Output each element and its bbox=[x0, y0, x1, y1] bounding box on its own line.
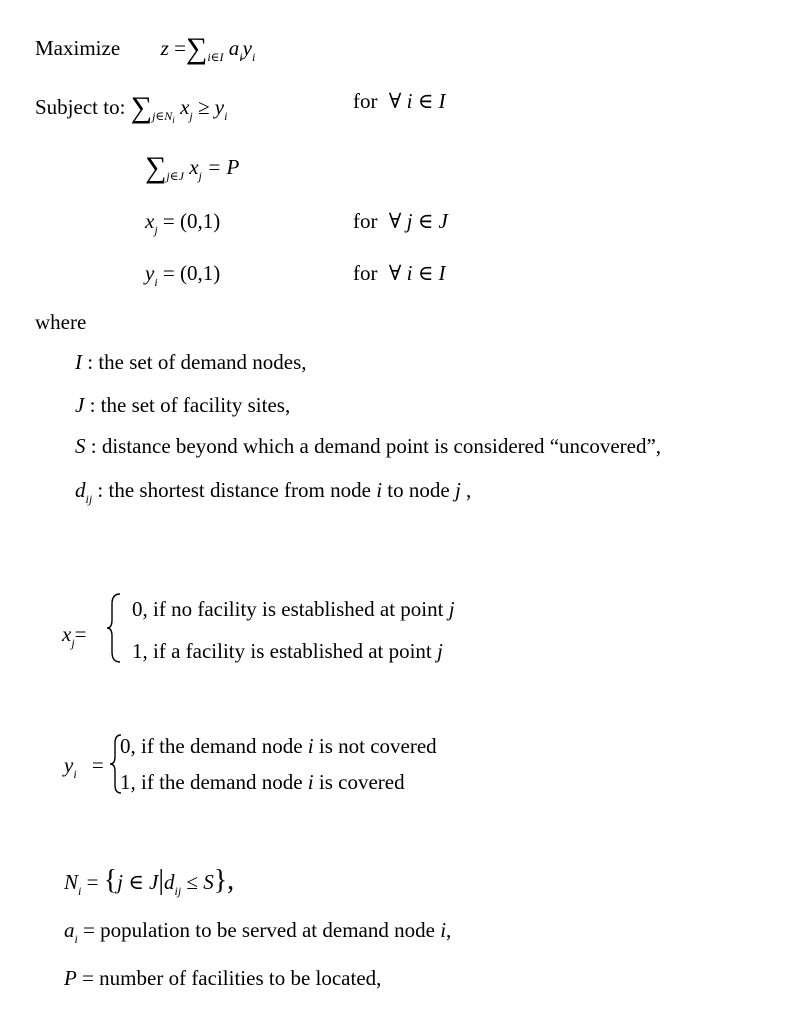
def-d-text-a: : the shortest distance from node bbox=[92, 478, 377, 502]
where-label: where bbox=[35, 310, 87, 334]
c1-index: j∈N bbox=[152, 109, 173, 123]
ydef-case-1-end: is covered bbox=[313, 770, 405, 794]
ydef-y: y bbox=[64, 753, 74, 777]
def-J-symbol: J bbox=[75, 393, 85, 417]
constraint-3 bbox=[145, 209, 221, 237]
c2-sigma: ∑ bbox=[145, 151, 167, 184]
c1-quantifier bbox=[353, 91, 446, 112]
def-d-text-b: to node bbox=[382, 478, 455, 502]
c3-x-sub: j bbox=[154, 223, 158, 237]
ydef-case-1 bbox=[120, 772, 405, 793]
def-S-text: : distance beyond which a demand point is considered “uncovered”, bbox=[85, 434, 662, 458]
c1-index-sub: i bbox=[172, 115, 175, 125]
c3-relation: = (0,1) bbox=[162, 209, 221, 233]
constraint-1 bbox=[35, 90, 228, 125]
c1-for: for bbox=[353, 89, 378, 113]
ydef-eq: = bbox=[91, 753, 104, 777]
ai-a: a bbox=[64, 918, 75, 942]
def-J-text: : the set of facility sites, bbox=[84, 393, 291, 417]
c1-x: x bbox=[180, 95, 190, 119]
xdef-case-1 bbox=[132, 641, 443, 662]
ni-d: d bbox=[163, 870, 175, 894]
constraint-4 bbox=[145, 261, 221, 289]
ydef-case-0 bbox=[120, 736, 437, 757]
xdef-brace bbox=[106, 592, 124, 664]
c4-relation: = (0,1) bbox=[162, 261, 221, 285]
ai-end: , bbox=[446, 918, 452, 942]
xdef-eq: = bbox=[74, 622, 87, 646]
objective-y-sub: i bbox=[251, 50, 256, 64]
def-I-text: : the set of demand nodes, bbox=[82, 350, 307, 374]
ni-S: S bbox=[203, 870, 214, 894]
c4-y: y bbox=[145, 261, 155, 285]
ni-eq: = bbox=[86, 870, 99, 894]
objective-y: y bbox=[242, 36, 252, 60]
xdef-case-1-text: 1, if a facility is established at point bbox=[132, 639, 438, 663]
constraint-2 bbox=[145, 150, 240, 184]
xdef-case-1-var: j bbox=[437, 639, 443, 663]
ni-d-sub: ij bbox=[174, 884, 182, 898]
ni-j: j bbox=[117, 870, 123, 894]
ydef-case-0-var: i bbox=[307, 734, 314, 758]
ni-N-sub: i bbox=[78, 884, 82, 898]
c2-x-sub: j bbox=[198, 169, 202, 183]
ydef-case-1-var: i bbox=[307, 770, 314, 794]
ni-bar: | bbox=[158, 865, 164, 896]
xdef-lhs bbox=[62, 622, 87, 650]
c1-x-sub: j bbox=[189, 109, 193, 123]
ni-in: ∈ bbox=[123, 870, 150, 894]
p-symbol: P bbox=[64, 966, 77, 990]
maximize-label: Maximize bbox=[35, 36, 121, 60]
ni-definition bbox=[64, 865, 235, 898]
def-I-symbol: I bbox=[75, 350, 82, 374]
ni-close-brace: }, bbox=[213, 865, 235, 896]
ydef-case-0-text: 0, if the demand node bbox=[120, 734, 308, 758]
def-I bbox=[75, 352, 307, 373]
objective-sigma: ∑ bbox=[185, 32, 208, 65]
def-d-text-c: , bbox=[460, 478, 472, 502]
objective-equals: = bbox=[174, 36, 186, 60]
p-definition bbox=[64, 968, 381, 989]
def-d-j: j bbox=[454, 478, 461, 502]
def-d-i: i bbox=[376, 478, 383, 502]
c1-rel-sub: i bbox=[224, 109, 228, 123]
p-text: = number of facilities to be located, bbox=[76, 966, 382, 990]
ai-a-sub: i bbox=[74, 932, 78, 946]
xdef-case-0 bbox=[132, 599, 455, 620]
c1-sigma: ∑ bbox=[130, 91, 153, 124]
c1-relation: ≥ y bbox=[197, 95, 225, 119]
ni-N: N bbox=[64, 870, 79, 894]
xdef-x: x bbox=[62, 622, 72, 646]
ai-definition bbox=[64, 918, 452, 946]
ni-J: J bbox=[149, 870, 159, 894]
c1-forall: ∀ i ∈ I bbox=[388, 89, 446, 113]
ai-var: i bbox=[440, 918, 447, 942]
c3-x: x bbox=[145, 209, 155, 233]
objective-z: z bbox=[160, 36, 169, 60]
ydef-y-sub: i bbox=[73, 767, 77, 781]
def-d bbox=[75, 478, 472, 506]
def-d-sub: ij bbox=[85, 492, 93, 506]
c4-forall: ∀ i ∈ I bbox=[388, 261, 446, 285]
def-d-symbol: d bbox=[75, 478, 86, 502]
c3-for: for bbox=[353, 209, 378, 233]
c2-x: x bbox=[189, 155, 199, 179]
xdef-case-0-text: 0, if no facility is established at point bbox=[132, 597, 449, 621]
ydef-lhs bbox=[64, 753, 104, 781]
def-S-symbol: S bbox=[75, 434, 86, 458]
c4-for: for bbox=[353, 261, 378, 285]
xdef-x-sub: j bbox=[71, 636, 75, 650]
ai-text: = population to be served at demand node bbox=[77, 918, 441, 942]
xdef-case-0-var: j bbox=[448, 597, 455, 621]
ydef-case-0-end: is not covered bbox=[313, 734, 437, 758]
objective-index: i∈I bbox=[207, 50, 224, 64]
def-J bbox=[75, 395, 290, 416]
c3-forall: ∀ j ∈ J bbox=[388, 209, 448, 233]
objective-line bbox=[35, 31, 256, 65]
def-S bbox=[75, 436, 661, 457]
ni-open-brace: { bbox=[103, 865, 118, 896]
c2-index: j∈J bbox=[166, 169, 184, 183]
ydef-case-1-text: 1, if the demand node bbox=[120, 770, 308, 794]
c4-quantifier bbox=[353, 263, 446, 284]
objective-a: a bbox=[228, 36, 240, 60]
ni-le: ≤ bbox=[181, 870, 204, 894]
c3-quantifier bbox=[353, 211, 448, 232]
objective-a-sub: i bbox=[239, 50, 243, 64]
c4-y-sub: i bbox=[154, 275, 158, 289]
c2-relation: = P bbox=[207, 155, 240, 179]
subject-to-label: Subject to: bbox=[35, 95, 126, 119]
